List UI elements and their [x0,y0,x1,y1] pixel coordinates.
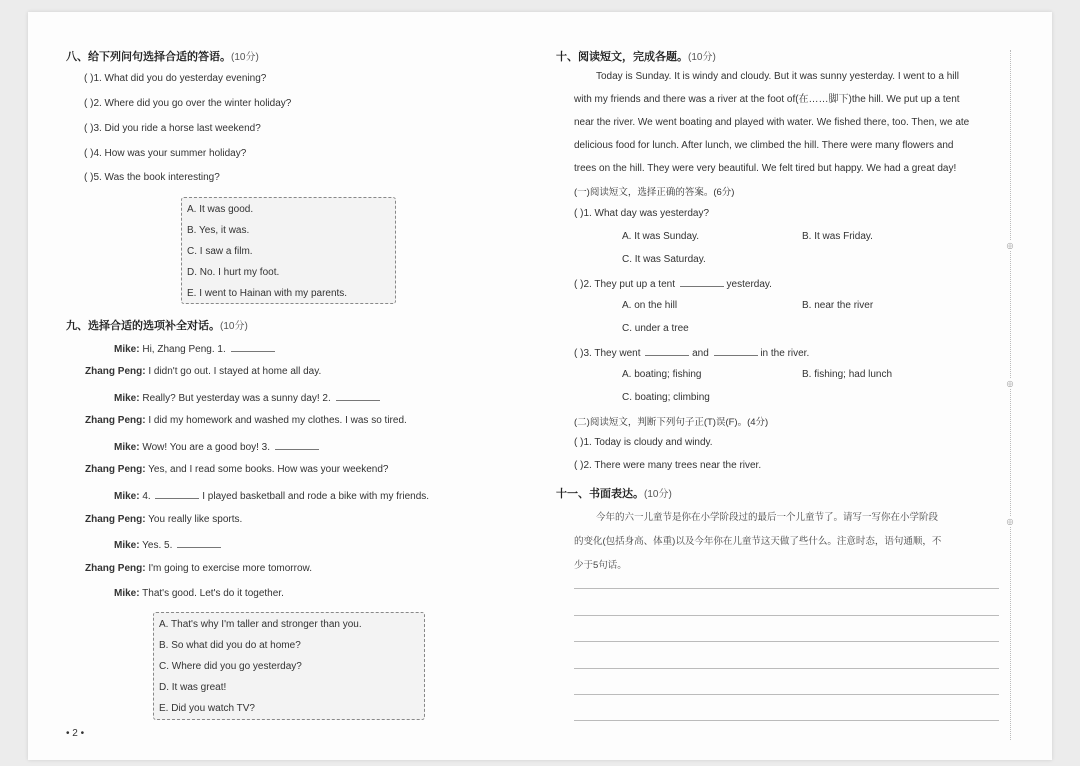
writing-line-1[interactable] [574,588,999,589]
reading-q2-blank[interactable] [680,277,724,287]
dialog-line-11: Mike: That's good. Let's do it together. [114,588,284,599]
passage-line-5: trees on the hill. They were very beautiful. We felt tired but happy. We had a great day! [574,163,957,174]
reading-q2-option-c: C. under a tree [622,323,689,334]
reading-q3-option-c: C. boating; climbing [622,392,710,403]
reading-q3-blank-2[interactable] [714,346,758,356]
answer-blank-4[interactable] [155,489,199,499]
sec8-options-box [181,197,396,304]
dialog-line-5: Mike: Wow! You are a good boy! 3. [114,440,319,453]
passage-line-3: near the river. We went boating and played with water. We fished there, too. Then, we ate [574,117,970,128]
prompt-line-1: 今年的六一儿童节是你在小学阶段过的最后一个儿童节了。请写一写你在小学阶段 [596,512,939,523]
reading-q3: ( )3. They went and in the river. [574,348,810,359]
dialog-line-7: Mike: 4. I played basketball and rode a bike with my friends. [114,491,430,502]
writing-line-5[interactable] [574,694,999,695]
reading-q2-option-b: B. near the river [802,300,874,311]
sec9-option-c: C. Where did you go yesterday? [159,661,302,672]
dialog-line-10: Zhang Peng: I'm going to exercise more tomorrow. [85,563,312,574]
worksheet-page [28,12,1052,760]
part-1-title: (一)阅读短文，选择正确的答案。(6分) [574,187,735,198]
sec9-option-a: A. That's why I'm taller and stronger than you. [159,619,362,630]
reading-q2: ( )2. They put up a tent yesterday. [574,279,772,290]
sec8-option-d: D. No. I hurt my foot. [187,267,280,278]
passage-line-2: with my friends and there was a river at the foot of(在……脚下)the hill. We put up a tent [574,94,960,105]
reading-q2-option-a: A. on the hill [622,300,678,311]
reading-q3-option-b: B. fishing; had lunch [802,369,893,380]
page-number: • 2 • [66,728,85,739]
tf-question-1: ( )1. Today is cloudy and windy. [574,437,713,448]
section-11-title: 十一、书面表达。(10分) [556,488,672,500]
sec9-options-box [153,612,425,720]
dialog-line-3: Mike: Really? But yesterday was a sunny day! 2. [114,391,380,404]
dialog-line-1: Mike: Hi, Zhang Peng. 1. [114,342,275,355]
sec8-question-3: ( )3. Did you ride a horse last weekend? [84,123,261,134]
writing-prompt [574,506,1002,578]
dialog-line-9: Mike: Yes. 5. [114,538,221,551]
section-10-title: 十、阅读短文，完成各题。(10分) [556,51,716,63]
sec8-option-a: A. It was good. [187,204,254,215]
binding-mark-2: ◎ [1006,379,1014,388]
sec9-option-d: D. It was great! [159,682,227,693]
reading-q3-blank-1[interactable] [645,346,689,356]
reading-q1-option-c: C. It was Saturday. [622,254,706,265]
prompt-line-3: 少于5句话。 [574,560,627,571]
dialog-line-8: Zhang Peng: You really like sports. [85,514,243,525]
tf-question-2: ( )2. There were many trees near the river. [574,460,762,471]
binding-mark-1: ◎ [1006,241,1014,250]
sec8-option-c: C. I saw a film. [187,246,253,257]
reading-q3-option-a: A. boating; fishing [622,369,702,380]
answer-blank-3[interactable] [275,440,319,450]
sec8-question-1: ( )1. What did you do yesterday evening? [84,73,267,84]
passage-line-1: Today is Sunday. It is windy and cloudy. But it was sunny yesterday. I went to a hill [596,71,959,82]
writing-line-3[interactable] [574,641,999,642]
binding-margin-line [1010,50,1011,740]
reading-passage [574,65,1002,180]
writing-line-6[interactable] [574,720,999,721]
sec8-option-b: B. Yes, it was. [187,225,250,236]
writing-line-2[interactable] [574,615,999,616]
answer-blank-5[interactable] [177,538,221,548]
answer-blank-2[interactable] [336,391,380,401]
part-2-title: (二)阅读短文，判断下列句子正(T)误(F)。(4分) [574,417,769,428]
prompt-line-2: 的变化(包括身高、体重)以及今年你在儿童节这天做了些什么。注意时态，语句通顺，不 [574,536,942,547]
sec8-option-e: E. I went to Hainan with my parents. [187,288,348,299]
answer-blank-1[interactable] [231,342,275,352]
dialog-line-6: Zhang Peng: Yes, and I read some books. How was your weekend? [85,464,389,475]
binding-mark-3: ◎ [1006,517,1014,526]
passage-line-4: delicious food for lunch. After lunch, we climbed the hill. There were many flowers and [574,140,954,151]
sec8-question-4: ( )4. How was your summer holiday? [84,148,247,159]
section-9-title: 九、选择合适的选项补全对话。(10分) [66,320,248,332]
sec9-option-b: B. So what did you do at home? [159,640,301,651]
sec8-question-2: ( )2. Where did you go over the winter holiday? [84,98,292,109]
sec9-option-e: E. Did you watch TV? [159,703,255,714]
sec8-question-5: ( )5. Was the book interesting? [84,172,220,183]
reading-q1-option-b: B. It was Friday. [802,231,873,242]
reading-q1: ( )1. What day was yesterday? [574,208,710,219]
dialog-line-2: Zhang Peng: I didn't go out. I stayed at home all day. [85,366,322,377]
reading-q1-option-a: A. It was Sunday. [622,231,700,242]
section-8-title: 八、给下列问句选择合适的答语。(10分) [66,51,259,63]
writing-line-4[interactable] [574,668,999,669]
dialog-line-4: Zhang Peng: I did my homework and washed my clothes. I was so tired. [85,415,407,426]
